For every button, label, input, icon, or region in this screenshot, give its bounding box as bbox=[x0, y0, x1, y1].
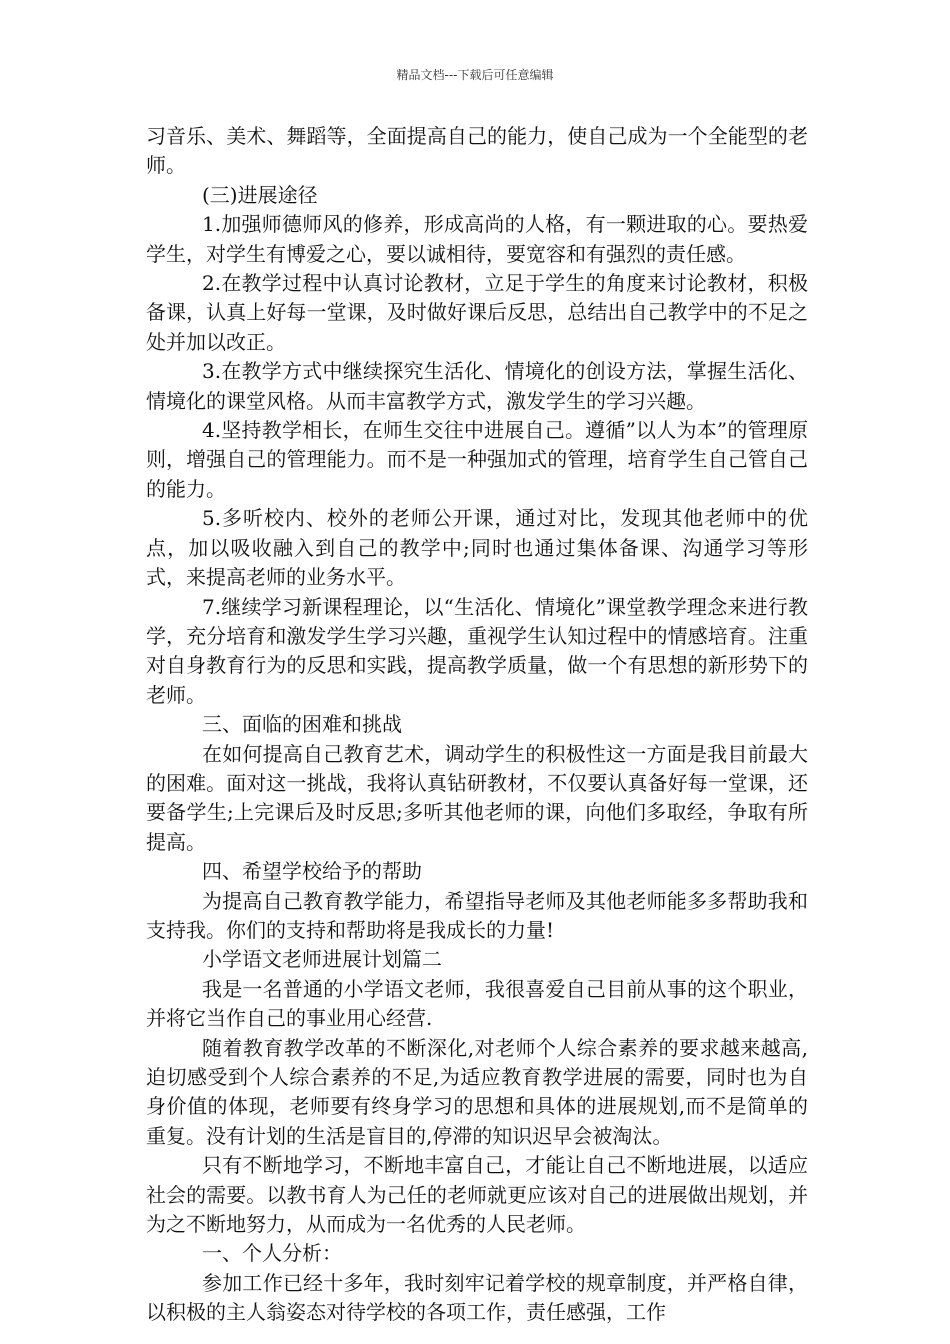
paragraph: (三)进展途径 bbox=[202, 182, 318, 207]
paragraph: 3.在教学方式中继续探究生活化、情境化的创设方法，掌握生活化、情境化的课堂风格。从而丰富教学方式，激发学生的学习兴趣。 bbox=[146, 359, 808, 413]
paragraph: 随着教育教学改革的不断深化,对老师个人综合素养的要求越来越高,迫切感受到个人综合素养的不足,为适应教育教学进展的需要，同时也为自身价值的体现，老师要有终身学习的思想和具体的进展规划,而不是简单的重复。没有计划的生活是盲目的,停滞的知识迟早会被淘汰。 bbox=[146, 1035, 808, 1148]
paragraph: 一、个人分析： bbox=[202, 1241, 342, 1266]
paragraph: 7.继续学习新课程理论，以“生活化、情境化”课堂教学理念来进行教学，充分培育和激发学生学习兴趣，重视学生认知过程中的情感培育。注重对自身教育行为的反思和实践，提高教学质量，做一个有思想的新形势下的老师。 bbox=[146, 594, 808, 707]
document-body bbox=[146, 122, 808, 1328]
paragraph: 只有不断地学习，不断地丰富自己，才能让自己不断地进展，以适应社会的需要。以教书育人为己任的老师就更应该对自己的进展做出规划，并为之不断地努力，从而成为一名优秀的人民老师。 bbox=[146, 1153, 808, 1237]
paragraph: 我是一名普通的小学语文老师，我很喜爱自己目前从事的这个职业，并将它当作自己的事业用心经营. bbox=[146, 976, 808, 1031]
paragraph: 5.多听校内、校外的老师公开课，通过对比，发现其他老师中的优点，加以吸收融入到自己的教学中;同时也通过集体备课、沟通学习等形式，来提高老师的业务水平。 bbox=[146, 506, 808, 590]
paragraph: 4.坚持教学相长，在师生交往中进展自己。遵循”以人为本”的管理原则，增强自己的管理能力。而不是一种强加式的管理，培育学生自己管自己的能力。 bbox=[146, 418, 808, 501]
paragraph: 为提高自己教育教学能力，希望指导老师及其他老师能多多帮助我和支持我。你们的支持和帮助将是我成长的力量! bbox=[146, 888, 808, 942]
page-header: 精品文档---下载后可任意编辑 bbox=[396, 68, 554, 82]
paragraph: 习音乐、美术、舞蹈等，全面提高自己的能力，使自己成为一个全能型的老师。 bbox=[146, 124, 808, 178]
paragraph: 参加工作已经十多年，我时刻牢记着学校的规章制度，并严格自律，以积极的主人翁姿态对待学校的各项工作，责任感强，工作 bbox=[146, 1270, 808, 1325]
paragraph: 四、希望学校给予的帮助 bbox=[202, 859, 422, 884]
paragraph: 1.加强师德师风的修养，形成高尚的人格，有一颗进取的心。要热爱学生，对学生有博爱之心，要以诚相待，要宽容和有强烈的责任感。 bbox=[146, 212, 808, 266]
paragraph: 小学语文老师进展计划篇二 bbox=[202, 947, 442, 972]
paragraph: 2.在教学过程中认真讨论教材，立足于学生的角度来讨论教材，积极备课，认真上好每一堂课，及时做好课后反思，总结出自己教学中的不足之处并加以改正。 bbox=[146, 271, 808, 354]
paragraph: 在如何提高自己教育艺术，调动学生的积极性这一方面是我目前最大的困难。面对这一挑战，我将认真钻研教材，不仅要认真备好每一堂课，还要备学生;上完课后及时反思;多听其他老师的课，向他们多取经，争取有所提高。 bbox=[146, 741, 808, 854]
paragraph: 三、面临的困难和挑战 bbox=[202, 712, 402, 737]
